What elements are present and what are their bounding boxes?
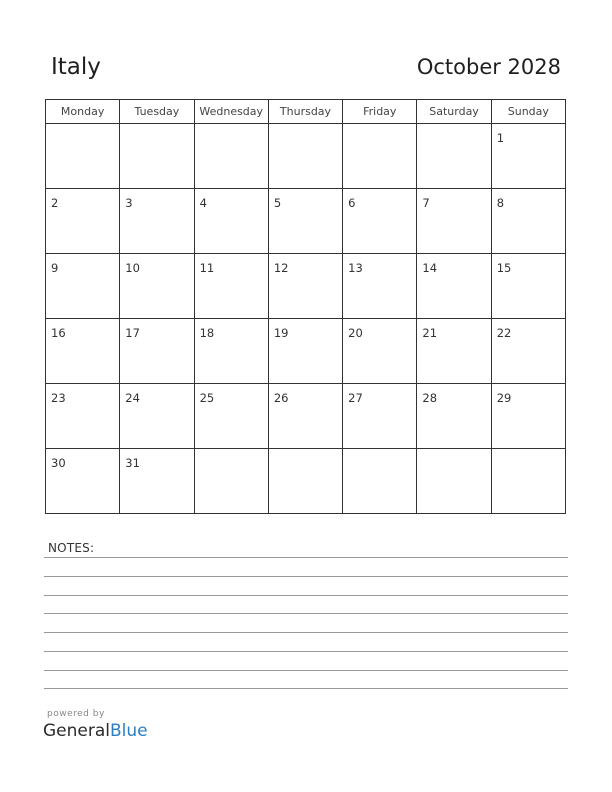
day-number: 18 [199, 326, 215, 340]
notes-line [44, 651, 568, 652]
day-cell [343, 449, 417, 514]
day-number: 29 [496, 391, 512, 405]
day-cell [120, 319, 194, 384]
day-cell [343, 254, 417, 319]
day-number: 3 [125, 196, 133, 210]
notes-line [44, 670, 568, 671]
notes-line [44, 576, 568, 577]
month-year-title: October 2028 [416, 55, 561, 79]
day-cell [46, 449, 120, 514]
day-cell [343, 189, 417, 254]
day-number [269, 449, 342, 456]
week-row [46, 384, 566, 449]
week-row [46, 189, 566, 254]
day-cell [120, 384, 194, 449]
day-number [343, 124, 416, 131]
day-cell [194, 189, 268, 254]
day-cell [194, 384, 268, 449]
week-row [46, 319, 566, 384]
day-cell [268, 319, 342, 384]
day-number: 2 [51, 196, 59, 210]
day-cell [194, 449, 268, 514]
day-number: 10 [125, 261, 140, 275]
day-cell [46, 124, 120, 189]
week-row [46, 124, 566, 189]
day-number: 9 [51, 261, 59, 275]
generalblue-logo [43, 721, 148, 741]
day-number: 20 [348, 326, 363, 340]
day-cell [417, 449, 491, 514]
day-number: 8 [496, 196, 505, 210]
day-number [120, 124, 193, 131]
day-cell [268, 384, 342, 449]
day-number: 26 [273, 391, 289, 405]
weekday-header-row [46, 100, 566, 124]
country-title: Italy [51, 54, 101, 80]
day-cell [491, 124, 565, 189]
notes-line [44, 613, 568, 614]
day-number: 5 [273, 196, 282, 210]
day-number: 7 [422, 196, 430, 210]
day-number [195, 124, 268, 131]
day-number: 22 [496, 326, 512, 340]
week-row [46, 449, 566, 514]
day-number: 19 [273, 326, 289, 340]
day-cell [46, 254, 120, 319]
day-cell [417, 319, 491, 384]
day-number: 28 [422, 391, 438, 405]
weekday-friday: Friday [343, 100, 417, 124]
weekday-sunday: Sunday [491, 100, 565, 124]
day-number: 6 [348, 196, 356, 210]
day-number: 13 [348, 261, 363, 275]
notes-line [44, 557, 568, 558]
day-cell [268, 254, 342, 319]
day-cell [268, 189, 342, 254]
day-number: 17 [125, 326, 140, 340]
day-cell [491, 189, 565, 254]
day-number: 27 [348, 391, 363, 405]
day-cell [194, 124, 268, 189]
day-cell [194, 254, 268, 319]
calendar-grid [45, 99, 566, 514]
day-cell [46, 319, 120, 384]
day-cell [194, 319, 268, 384]
day-cell [343, 384, 417, 449]
day-number: 25 [199, 391, 215, 405]
notes-line [44, 632, 568, 633]
weekday-wednesday: Wednesday [194, 100, 268, 124]
day-number: 31 [125, 456, 140, 470]
day-number [492, 449, 565, 456]
day-number [417, 449, 490, 456]
day-number: 16 [51, 326, 66, 340]
day-cell [120, 254, 194, 319]
day-number [417, 124, 490, 131]
day-number: 1 [496, 131, 505, 145]
day-cell [343, 124, 417, 189]
day-number [46, 124, 119, 131]
weekday-monday: Monday [46, 100, 120, 124]
day-number: 24 [125, 391, 140, 405]
day-number [343, 449, 416, 456]
logo-general-text: General [43, 721, 110, 741]
day-cell [268, 124, 342, 189]
logo-blue-text: Blue [110, 721, 148, 741]
day-cell [417, 254, 491, 319]
notes-label: NOTES: [48, 541, 95, 555]
day-cell [120, 189, 194, 254]
day-cell [491, 384, 565, 449]
day-number: 11 [199, 261, 215, 275]
day-number: 14 [422, 261, 438, 275]
notes-line [44, 595, 568, 596]
day-cell [417, 384, 491, 449]
day-cell [491, 254, 565, 319]
day-number: 21 [422, 326, 438, 340]
weekday-saturday: Saturday [417, 100, 491, 124]
day-cell [491, 319, 565, 384]
weekday-tuesday: Tuesday [120, 100, 194, 124]
day-number [195, 449, 268, 456]
notes-line [44, 688, 568, 689]
day-number: 12 [273, 261, 289, 275]
day-cell [417, 189, 491, 254]
day-cell [120, 449, 194, 514]
day-cell [46, 384, 120, 449]
day-cell [491, 449, 565, 514]
day-number [269, 124, 342, 131]
week-row [46, 254, 566, 319]
day-cell [46, 189, 120, 254]
day-cell [268, 449, 342, 514]
weekday-thursday: Thursday [268, 100, 342, 124]
day-cell [343, 319, 417, 384]
day-number: 4 [199, 196, 207, 210]
day-number: 23 [51, 391, 66, 405]
powered-by-text: powered by [47, 709, 105, 719]
day-number: 15 [496, 261, 512, 275]
day-cell [417, 124, 491, 189]
day-cell [120, 124, 194, 189]
day-number: 30 [51, 456, 66, 470]
